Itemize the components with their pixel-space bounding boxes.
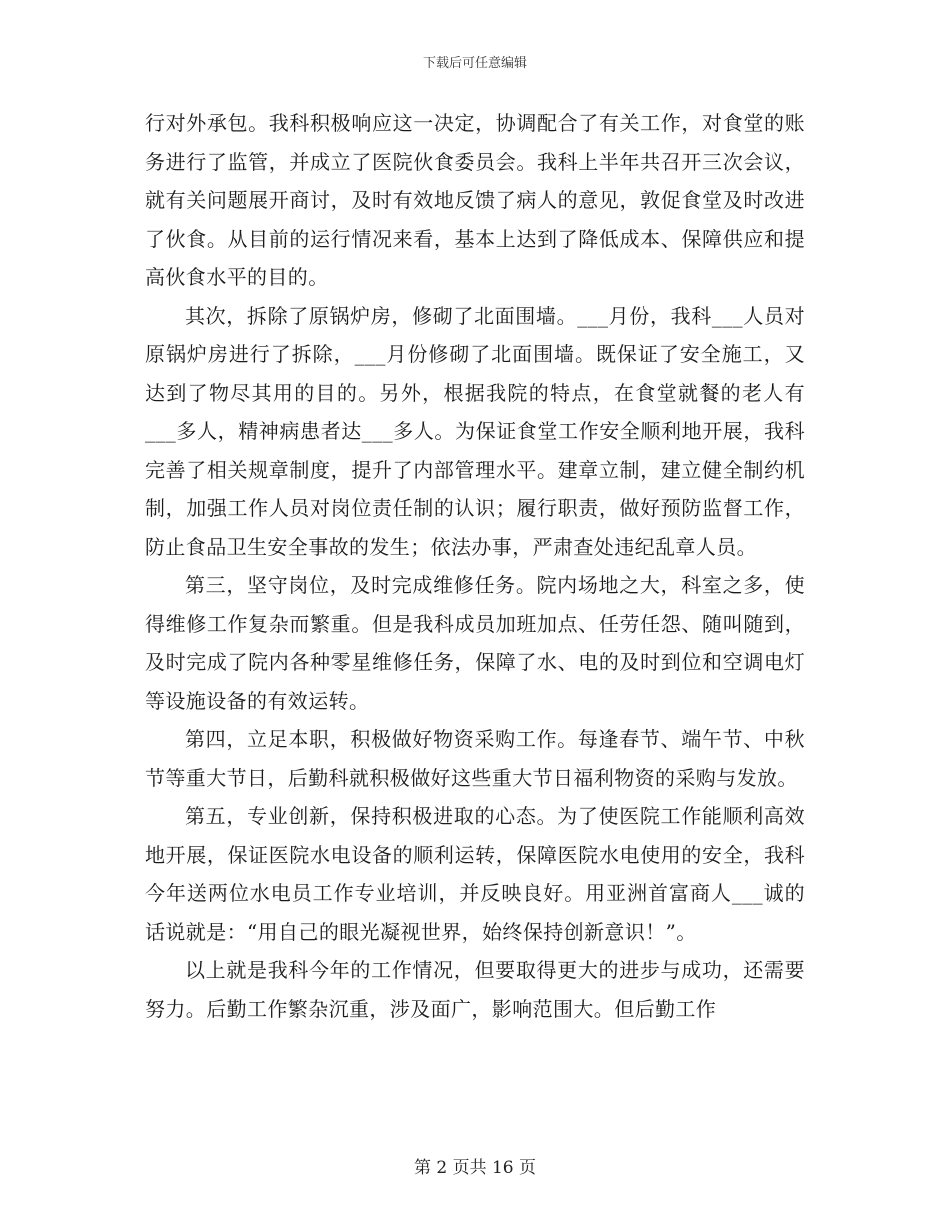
page-number: 第 2 页共 16 页 [413,1158,537,1178]
paragraph-summary: 以上就是我科今年的工作情况，但要取得更大的进步与成功，还需要努力。后勤工作繁杂沉重，涉及面广，影响范围大。但后勤工作 [145,958,805,1021]
document-body [145,104,805,1028]
paragraph-third-item: 第三，坚守岗位，及时完成维修任务。院内场地之大，科室之多，使得维修工作复杂而繁重。但是我科成员加班加点、任劳任怨、随叫随到，及时完成了院内各种零星维修任务，保障了水、电的及时到位和空调电灯等设施设备的有效运转。 [145,573,805,713]
paragraph-second-item: 其次，拆除了原锅炉房，修砌了北面围墙。___月份，我科___人员对原锅炉房进行了拆除，___月份修砌了北面围墙。既保证了安全施工，又达到了物尽其用的目的。另外，根据我院的特点，在食堂就餐的老人有___多人，精神病患者达___多人。为保证食堂工作安全顺利地开展，我科完善了相关规章制度，提升了内部管理水平。建章立制，建立健全制约机制，加强工作人员对岗位责任制的认识；履行职责，做好预防监督工作，防止食品卫生安全事故的发生；依法办事，严肃查处违纪乱章人员。 [145,303,805,559]
paragraph-continuation: 行对外承包。我科积极响应这一决定，协调配合了有关工作，对食堂的账务进行了监管，并成立了医院伙食委员会。我科上半年共召开三次会议，就有关问题展开商讨，及时有效地反馈了病人的意见，敦促食堂及时改进了伙食。从目前的运行情况来看，基本上达到了降低成本、保障供应和提高伙食水平的目的。 [145,111,805,289]
paragraph-fourth-item: 第四，立足本职，积极做好物资采购工作。每逢春节、端午节、中秋节等重大节日，后勤科就积极做好这些重大节日福利物资的采购与发放。 [145,727,805,790]
page-header: 下载后可任意编辑 [422,56,527,71]
paragraph-fifth-item: 第五，专业创新，保持积极进取的心态。为了使医院工作能顺利高效地开展，保证医院水电设备的顺利运转，保障医院水电使用的安全，我科今年送两位水电员工作专业培训，并反映良好。用亚洲首富商人___诚的话说就是：“用自己的眼光凝视世界，始终保持创新意识！”。 [145,804,805,944]
